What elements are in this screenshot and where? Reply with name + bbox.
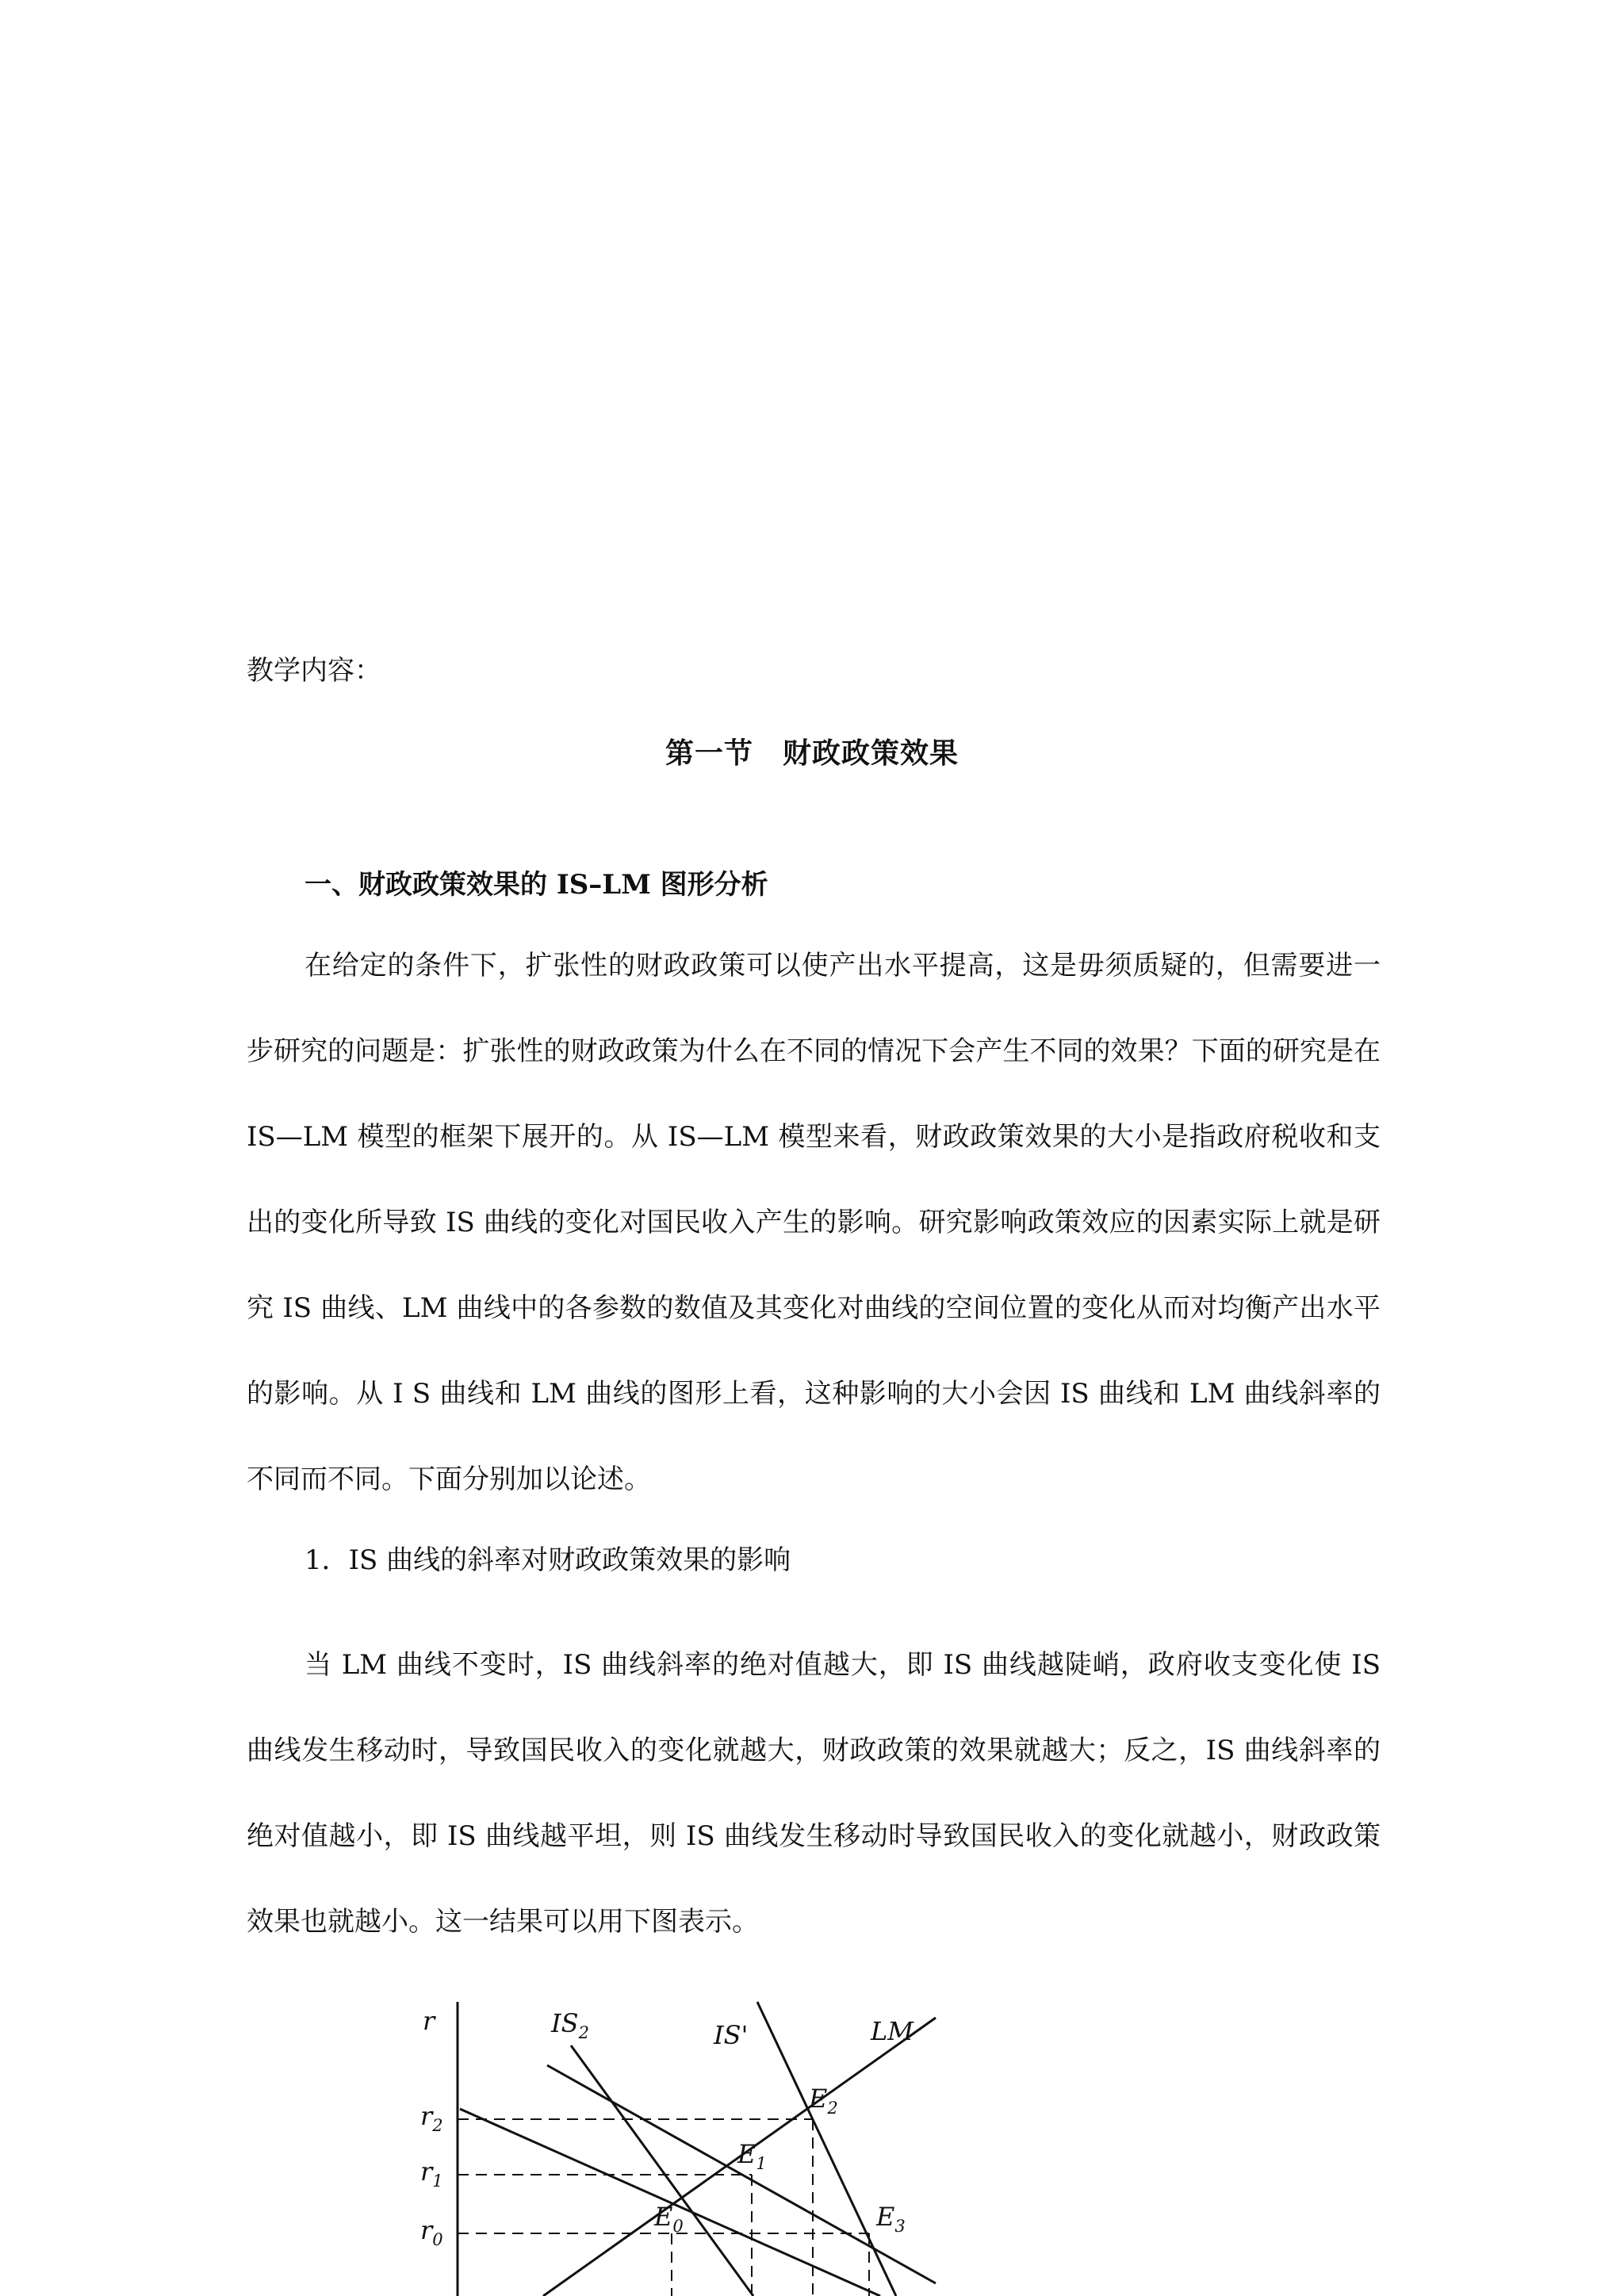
is2-label: $IS_2$ [551, 2008, 589, 2042]
point-e3: $E_3$ [876, 2202, 906, 2236]
numbered-item-1: 1．IS 曲线的斜率对财政政策效果的影响 [304, 1544, 791, 1576]
point-e1: $E_1$ [737, 2139, 767, 2173]
is-lm-figure [396, 1978, 967, 2296]
rate-r1: $r_1$ [420, 2156, 443, 2191]
section-title: 第一节 财政政策效果 [665, 737, 959, 770]
point-e2: $E_2$ [809, 2084, 838, 2118]
lm-label: LM [871, 2016, 914, 2046]
paragraph-intro: 在给定的条件下，扩张性的财政政策可以使产出水平提高，这是毋须质疑的，但需要进一步研究的问题是：扩张性的财政政策为什么在不同的情况下会产生不同的效果？下面的研究是在 IS—LM 模型的框架下展开的。从 IS—LM 模型来看，财政政策效果的大小是指政府税收和支出的变化所导致 IS 曲线的变化对国民收入产生的影响。研究影响政策效应的因素实际上就是研究 IS 曲线、LM 曲线中的各参数的数值及其变化对曲线的空间位置的变化从而对均衡产出水平的影响。从 I S 曲线和 LM 曲线的图形上看，这种影响的大小会因 IS 曲线和 LM 曲线斜率的不同而不同。下面分别加以论述。 [247, 950, 1381, 1495]
rate-r2: $r_2$ [420, 2101, 443, 2135]
axis-label-r: r [423, 2006, 435, 2036]
teaching-content-label: 教学内容： [247, 655, 381, 687]
is-lm-diagram [396, 1978, 967, 2296]
rate-r0: $r_0$ [420, 2215, 443, 2249]
point-e0: $E_0$ [654, 2202, 684, 2236]
paragraph-is-slope: 当 LM 曲线不变时，IS 曲线斜率的绝对值越大，即 IS 曲线越陡峭，政府收支变化使 IS 曲线发生移动时，导致国民收入的变化就越大，财政政策的效果就越大；反之，IS 曲线斜率的绝对值越小，即 IS 曲线越平坦，则 IS 曲线发生移动时导致国民收入的变化就越小，财政政策效果也就越小。这一结果可以用下图表示。 [247, 1649, 1381, 1938]
subheading: 一、财政政策效果的 IS–LM 图形分析 [304, 869, 768, 901]
is-prime-label: IS' [714, 2020, 749, 2050]
